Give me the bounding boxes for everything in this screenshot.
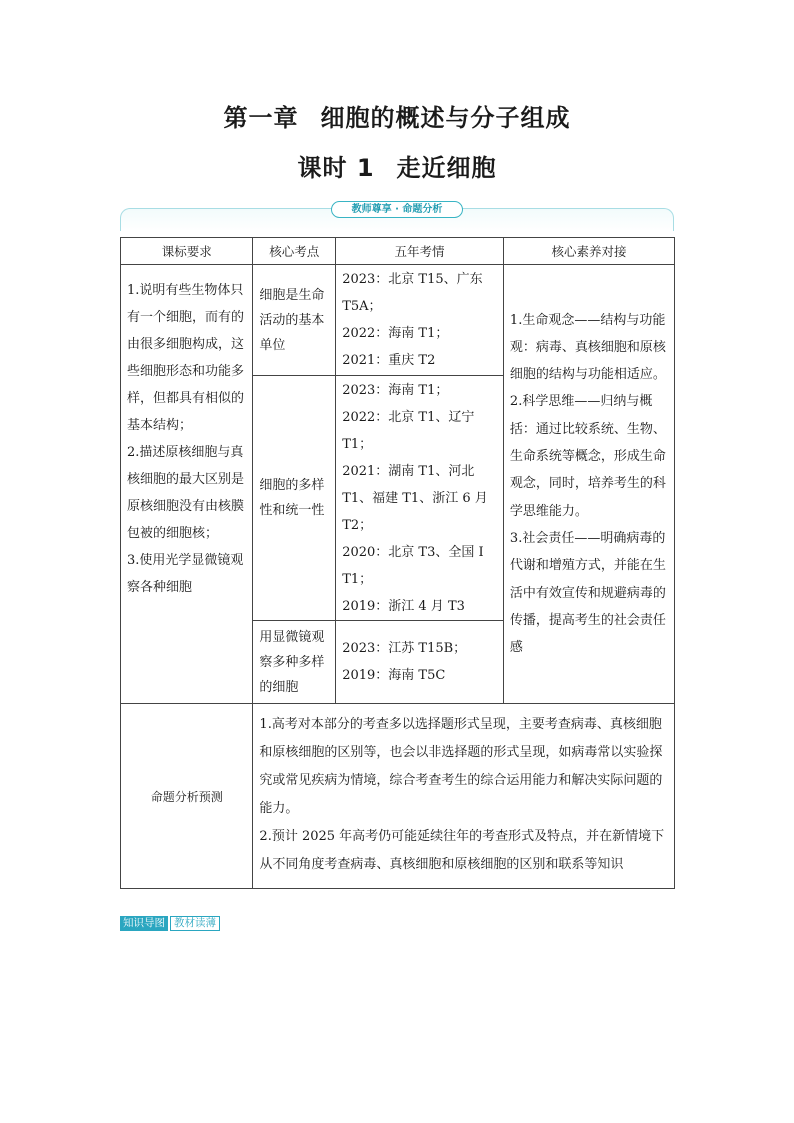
lesson-name: 走近细胞 xyxy=(396,154,497,182)
table-header-row xyxy=(121,238,675,265)
lesson-prefix: 课时 1 xyxy=(297,154,375,182)
exam-history-1 xyxy=(336,265,504,376)
tag-knowledge-map[interactable]: 知识导图 xyxy=(120,916,168,931)
header-exam-history: 五年考情 xyxy=(336,238,504,265)
exam-entry: 2023：江苏 T15B； xyxy=(342,641,467,656)
exam-entry: 2023：海南 T1； xyxy=(342,382,449,398)
footer-tags xyxy=(120,916,220,931)
exam-entry: 2023：北京 T15、广东 T5A； xyxy=(342,272,483,314)
exam-history-3 xyxy=(336,621,504,704)
chapter-prefix: 第一章 xyxy=(223,104,299,132)
header-literacy: 核心素养对接 xyxy=(503,238,674,265)
exam-history-2 xyxy=(336,376,504,621)
requirement-item: 3.使用光学显微镜观察各种细胞 xyxy=(127,553,244,595)
prediction-cell xyxy=(253,704,675,889)
exam-entry: 2021：湖南 T1、河北 T1、福建 T1、浙江 6 月 T2； xyxy=(342,463,488,533)
requirement-item: 1.说明有些生物体只有一个细胞，而有的由很多细胞构成，这些细胞形态和功能多样，但都具有相似的基本结构； xyxy=(127,283,245,433)
literacy-item: 2.科学思维——归纳与概括：通过比较系统、生物、生命系统等概念，形成生命观念，同时，培养考生的科学思维能力。 xyxy=(509,394,666,519)
requirement-item: 2.描述原核细胞与真核细胞的最大区别是原核细胞没有由核膜包被的细胞核； xyxy=(127,445,245,541)
exam-entry: 2022：海南 T1； xyxy=(342,326,449,341)
analysis-table xyxy=(120,237,675,889)
core-point-2: 细胞的多样性和统一性 xyxy=(253,376,336,621)
core-point-3: 用显微镜观察多种多样的细胞 xyxy=(253,621,336,704)
exam-entry: 2019：海南 T5C xyxy=(342,668,446,683)
exam-entry: 2019：浙江 4 月 T3 xyxy=(342,598,465,614)
lesson-title xyxy=(0,148,794,183)
header-core-points: 核心考点 xyxy=(253,238,336,265)
literacy-item: 1.生命观念——结构与功能观：病毒、真核细胞和原核细胞的结构与功能相适应。 xyxy=(509,312,666,383)
banner-label: 教师尊享 · 命题分析 xyxy=(331,201,463,218)
core-point-1: 细胞是生命活动的基本单位 xyxy=(253,265,336,376)
chapter-title xyxy=(0,98,794,133)
prediction-label: 命题分析预测 xyxy=(121,704,253,889)
literacy-cell xyxy=(503,265,674,704)
table-row xyxy=(121,265,675,376)
exam-entry: 2022：北京 T1、辽宁 T1； xyxy=(342,409,475,452)
chapter-name: 细胞的概述与分子组成 xyxy=(320,104,571,132)
requirements-cell xyxy=(121,265,253,704)
prediction-item: 1.高考对本部分的考查多以选择题形式呈现，主要考查病毒、真核细胞和原核细胞的区别等，也会以非选择题的形式呈现，如病毒常以实验探究或常见疾病为情境，综合考查考生的综合运用能力和解决实际问题的能力。 xyxy=(259,717,663,816)
exam-entry: 2020：北京 T3、全国 Ⅰ T1； xyxy=(342,544,484,587)
table-row xyxy=(121,704,675,889)
tag-textbook-reading[interactable]: 教材读薄 xyxy=(170,916,220,931)
literacy-item: 3.社会责任——明确病毒的代谢和增殖方式，并能在生活中有效宣传和规避病毒的传播，提高考生的社会责任感 xyxy=(509,530,666,656)
prediction-item: 2.预计 2025 年高考仍可能延续往年的考查形式及特点，并在新情境下从不同角度考查病毒、真核细胞和原核细胞的区别和联系等知识 xyxy=(259,829,665,872)
exam-entry: 2021：重庆 T2 xyxy=(342,353,436,368)
header-requirements: 课标要求 xyxy=(121,238,253,265)
